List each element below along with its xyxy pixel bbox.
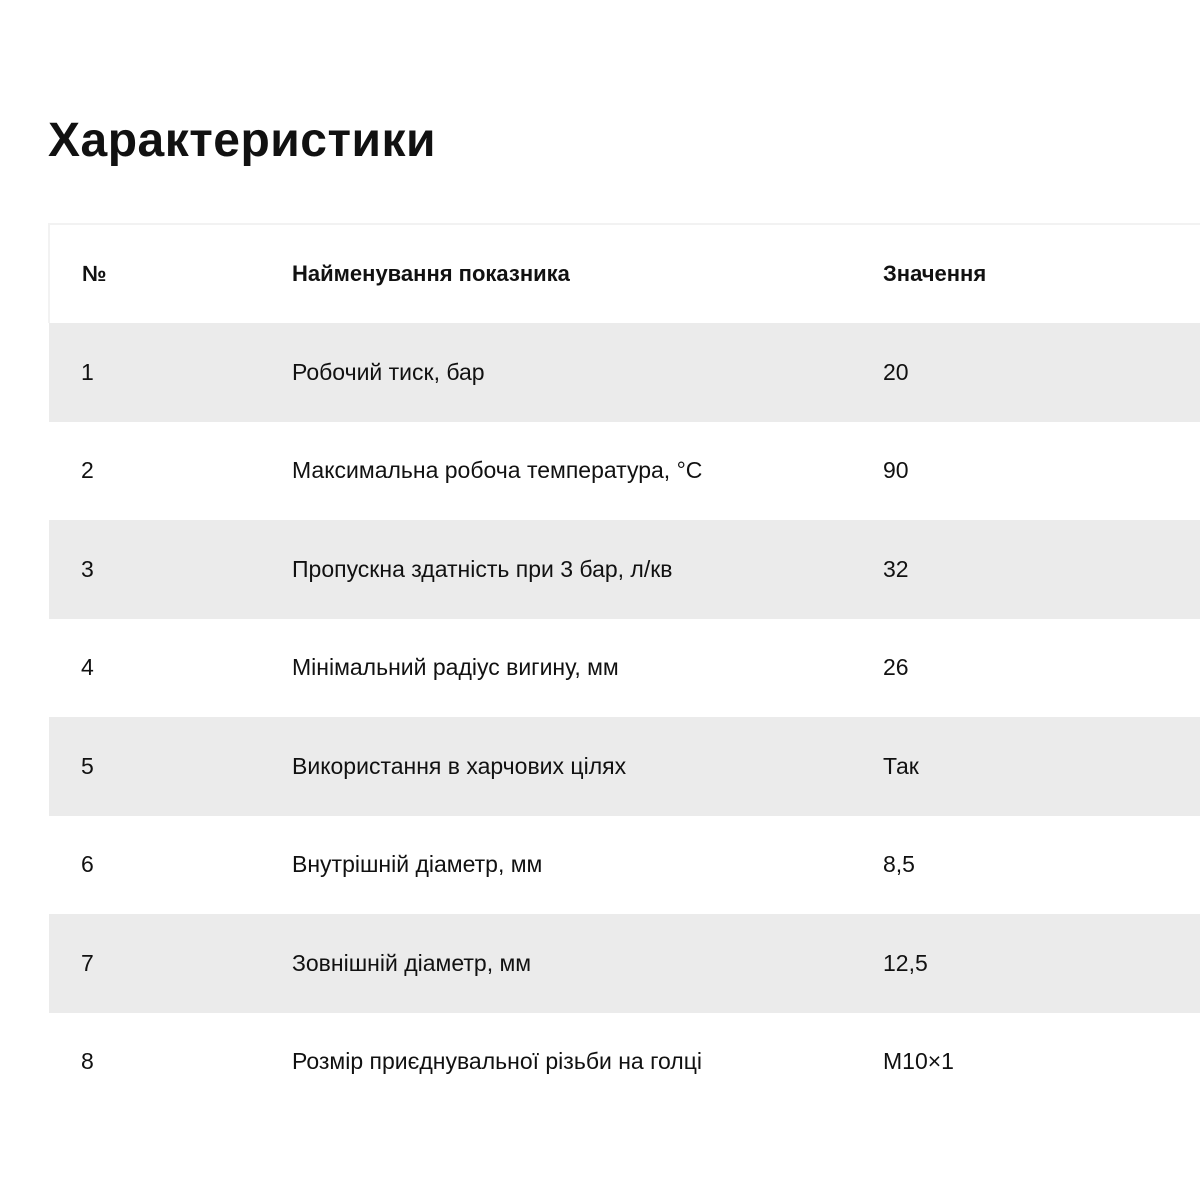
row-value: 26 [883,654,909,681]
row-value: Так [883,752,919,779]
row-parameter-name: Пропускна здатність при 3 бар, л/кв [292,555,673,582]
row-parameter-name: Робочий тиск, бар [292,358,485,385]
row-value: 32 [883,555,909,582]
row-parameter-name: Максимальна робоча температура, °С [292,457,703,484]
table-header-row [49,224,1200,323]
row-value: 8,5 [883,851,915,878]
row-value: 90 [883,457,909,484]
row-number: 3 [81,555,94,582]
row-parameter-name: Розмір приєднувальної різьби на голці [292,1048,702,1075]
table-row [49,520,1200,619]
header-number: № [82,261,107,286]
row-number: 4 [81,654,94,681]
table-row [49,323,1200,422]
row-number: 7 [81,949,94,976]
row-number: 2 [81,457,94,484]
row-parameter-name: Мінімальний радіус вигину, мм [292,654,619,681]
row-number: 8 [81,1048,94,1075]
header-parameter-name: Найменування показника [292,261,570,286]
page-title: Характеристики [48,114,437,167]
table-row [49,914,1200,1013]
row-number: 6 [81,851,94,878]
table-row [49,422,1200,521]
row-value: 12,5 [883,949,928,976]
table-row [49,619,1200,718]
row-number: 1 [81,358,94,385]
row-value: 20 [883,358,909,385]
row-parameter-name: Використання в харчових цілях [292,752,627,779]
table-row [49,816,1200,915]
table-row [49,717,1200,816]
row-number: 5 [81,752,94,779]
specifications-table [48,223,1200,1111]
row-parameter-name: Внутрішній діаметр, мм [292,851,543,878]
table-row [49,1013,1200,1112]
row-parameter-name: Зовнішній діаметр, мм [292,949,532,976]
row-value: М10×1 [883,1048,954,1075]
header-value: Значення [883,261,987,286]
